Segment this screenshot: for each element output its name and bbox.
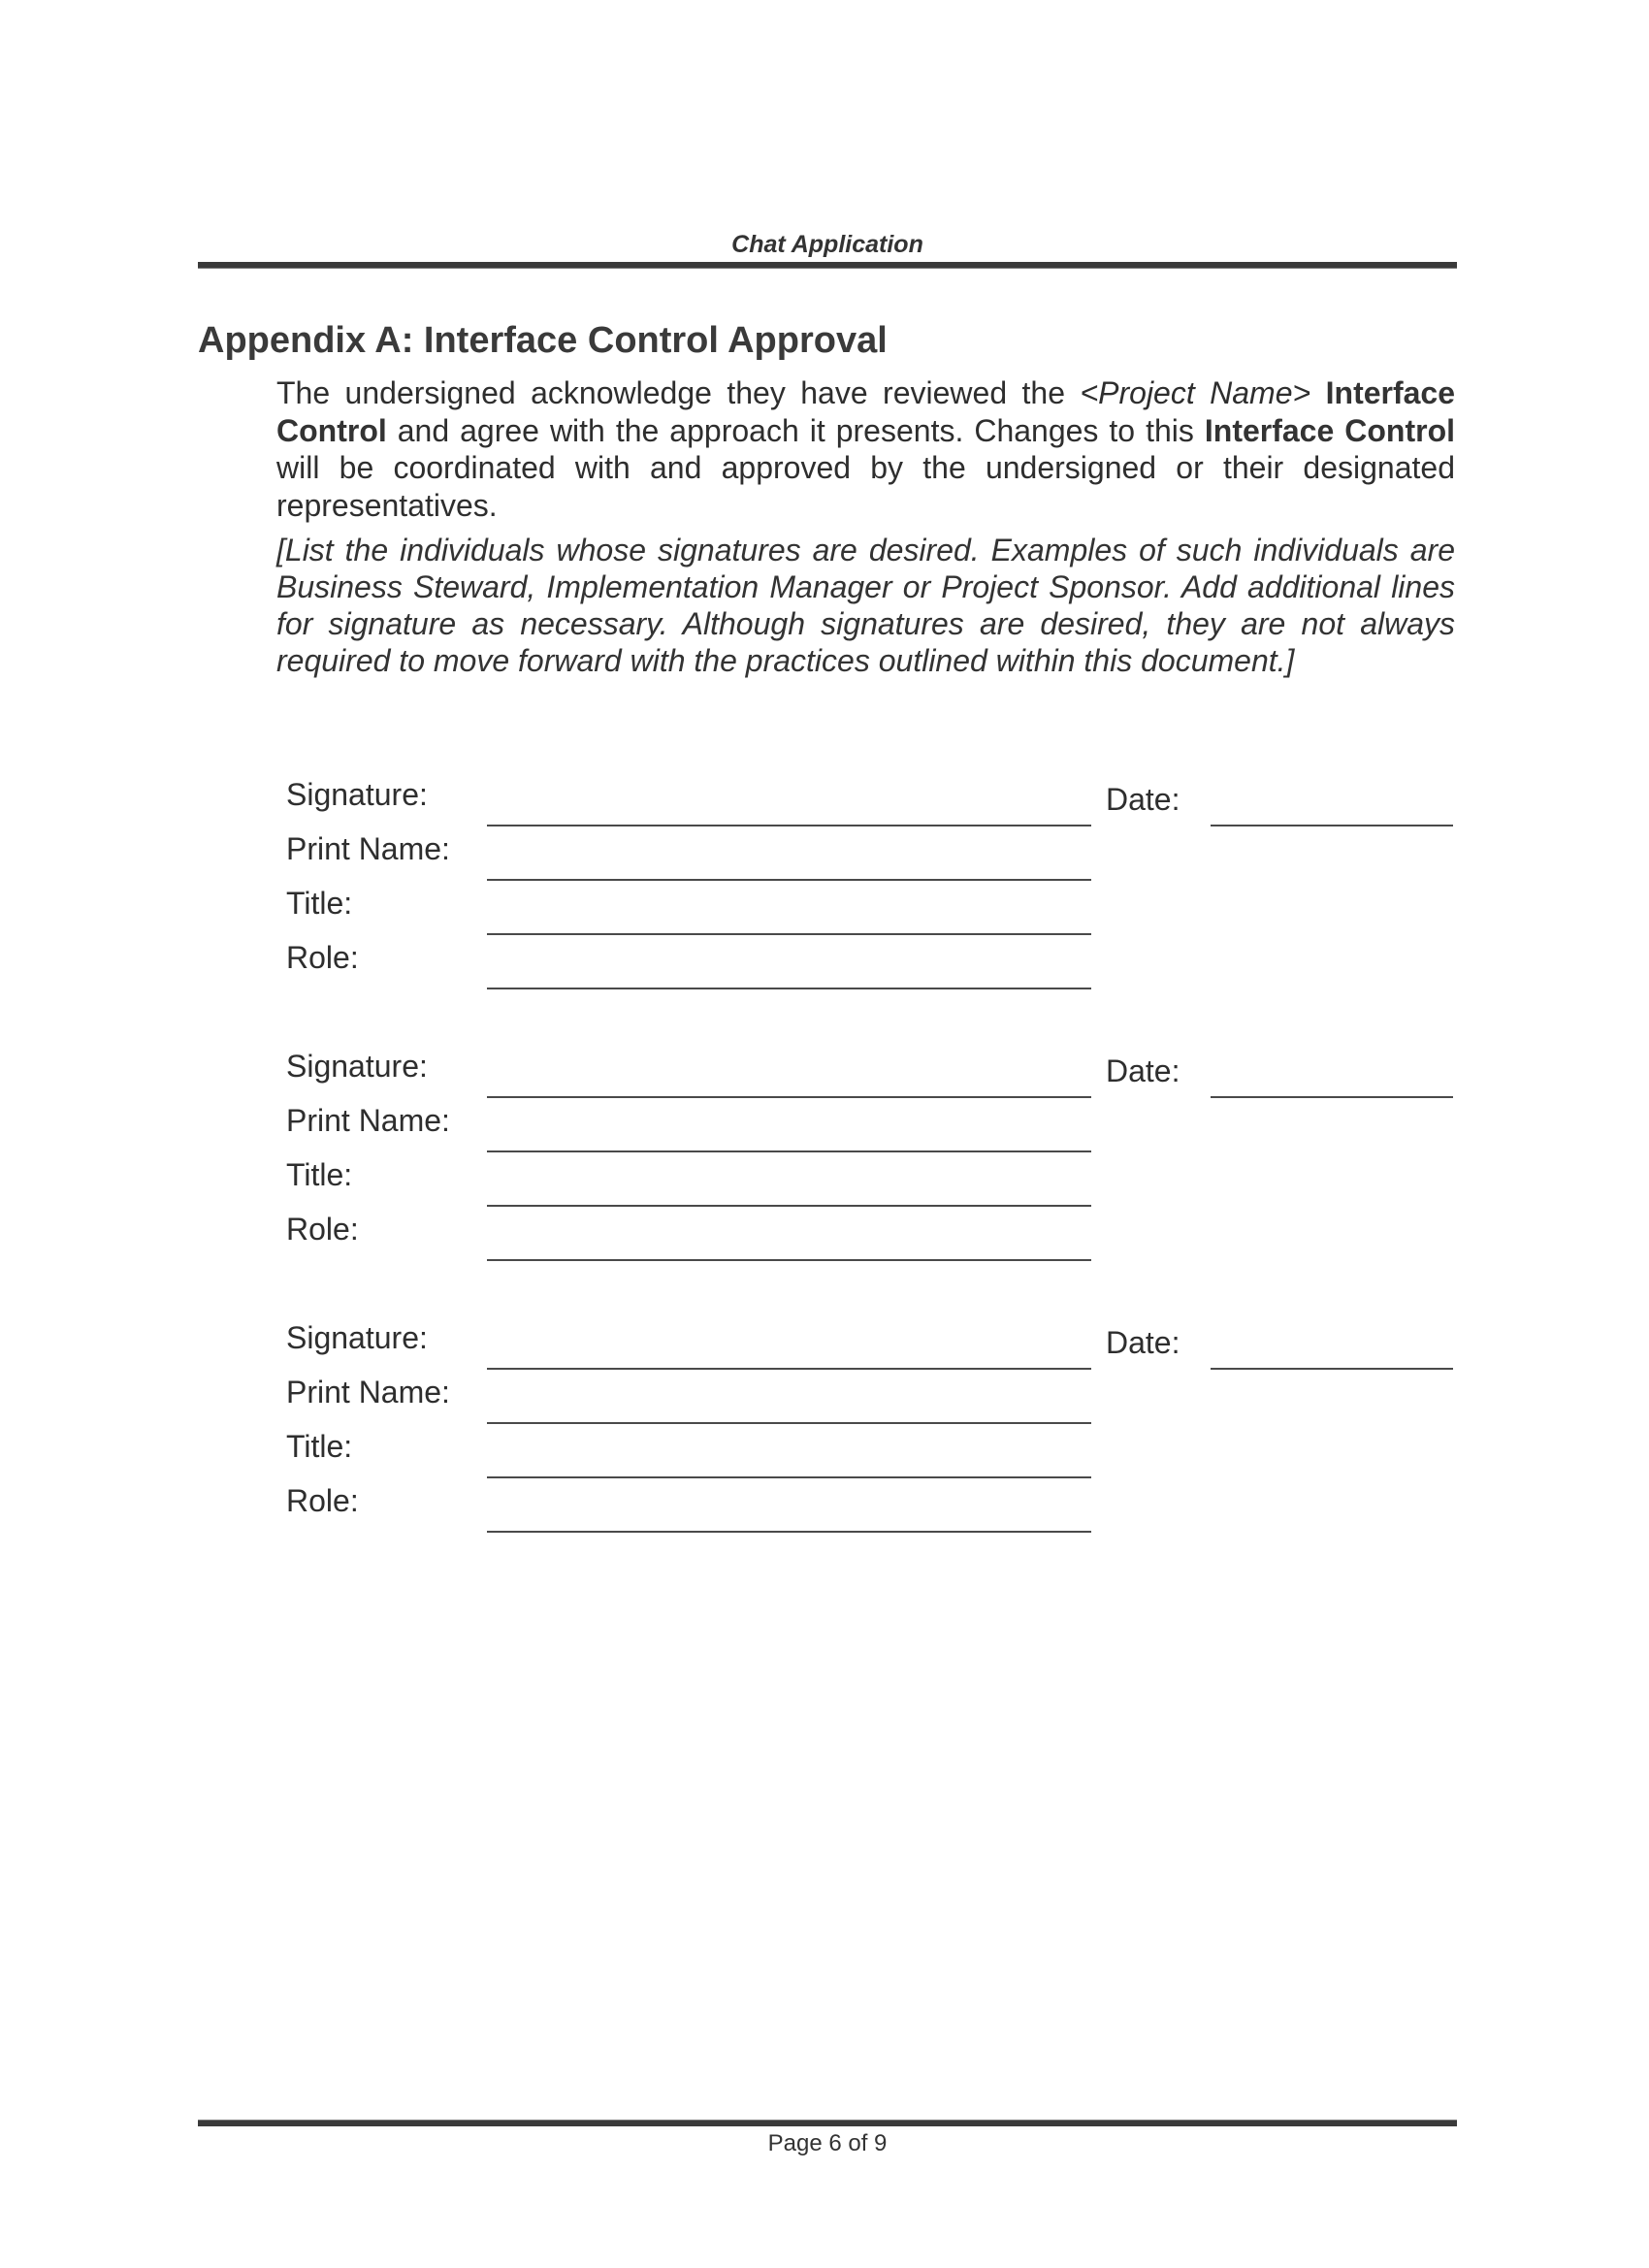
signature-line[interactable] xyxy=(487,1368,1091,1370)
signature-line[interactable] xyxy=(487,825,1091,826)
role-label: Role: xyxy=(286,940,359,975)
interface-control-term: Interface Control xyxy=(1204,412,1456,448)
role-label: Role: xyxy=(286,1483,359,1518)
running-header: Chat Application xyxy=(731,231,923,258)
footer-rule xyxy=(198,2120,1457,2126)
role-line[interactable] xyxy=(487,1531,1091,1533)
date-line[interactable] xyxy=(1211,1368,1453,1370)
date-line[interactable] xyxy=(1211,1096,1453,1098)
title-line[interactable] xyxy=(487,933,1091,935)
signature-block xyxy=(0,1314,1649,1528)
date-label: Date: xyxy=(1106,1325,1180,1360)
date-line[interactable] xyxy=(1211,825,1453,826)
role-line[interactable] xyxy=(487,1259,1091,1261)
header-rule xyxy=(198,262,1457,269)
role-label: Role: xyxy=(286,1212,359,1247)
date-label: Date: xyxy=(1106,1053,1180,1088)
title-line[interactable] xyxy=(487,1205,1091,1207)
title-label: Title: xyxy=(286,886,353,921)
signature-label: Signature: xyxy=(286,777,428,812)
approval-paragraph: The undersigned acknowledge they have reviewed the <Project Name> Interface Control and agree with the approach it presents. Changes to this Interface Control will be coordinated with and approved by the undersigned or their designated representatives. xyxy=(276,375,1456,523)
appendix-title: Appendix A: Interface Control Approval xyxy=(198,320,888,361)
print-name-line[interactable] xyxy=(487,879,1091,881)
signature-label: Signature: xyxy=(286,1049,428,1084)
page-number: Page 6 of 9 xyxy=(767,2130,888,2156)
signature-block xyxy=(0,771,1649,985)
title-label: Title: xyxy=(286,1429,353,1464)
signature-instructions: [List the individuals whose signatures are desired. Examples of such individuals are Business Steward, Implementation Manager or Project Sponsor. Add additional lines for signature as necessary. Although signatures are desired, they are not always required to move forward with the practices outlined within this document.] xyxy=(276,533,1455,678)
interface-control-term: Interface Control xyxy=(276,375,1456,448)
title-line[interactable] xyxy=(487,1476,1091,1478)
role-line[interactable] xyxy=(487,988,1091,989)
project-name-placeholder: <Project Name> xyxy=(1080,375,1311,410)
date-label: Date: xyxy=(1106,782,1180,817)
signature-line[interactable] xyxy=(487,1096,1091,1098)
signature-block xyxy=(0,1043,1649,1256)
signature-label: Signature: xyxy=(286,1320,428,1355)
title-label: Title: xyxy=(286,1157,353,1192)
print-name-line[interactable] xyxy=(487,1150,1091,1152)
print-name-label: Print Name: xyxy=(286,831,450,866)
print-name-line[interactable] xyxy=(487,1422,1091,1424)
print-name-label: Print Name: xyxy=(286,1103,450,1138)
print-name-label: Print Name: xyxy=(286,1375,450,1409)
